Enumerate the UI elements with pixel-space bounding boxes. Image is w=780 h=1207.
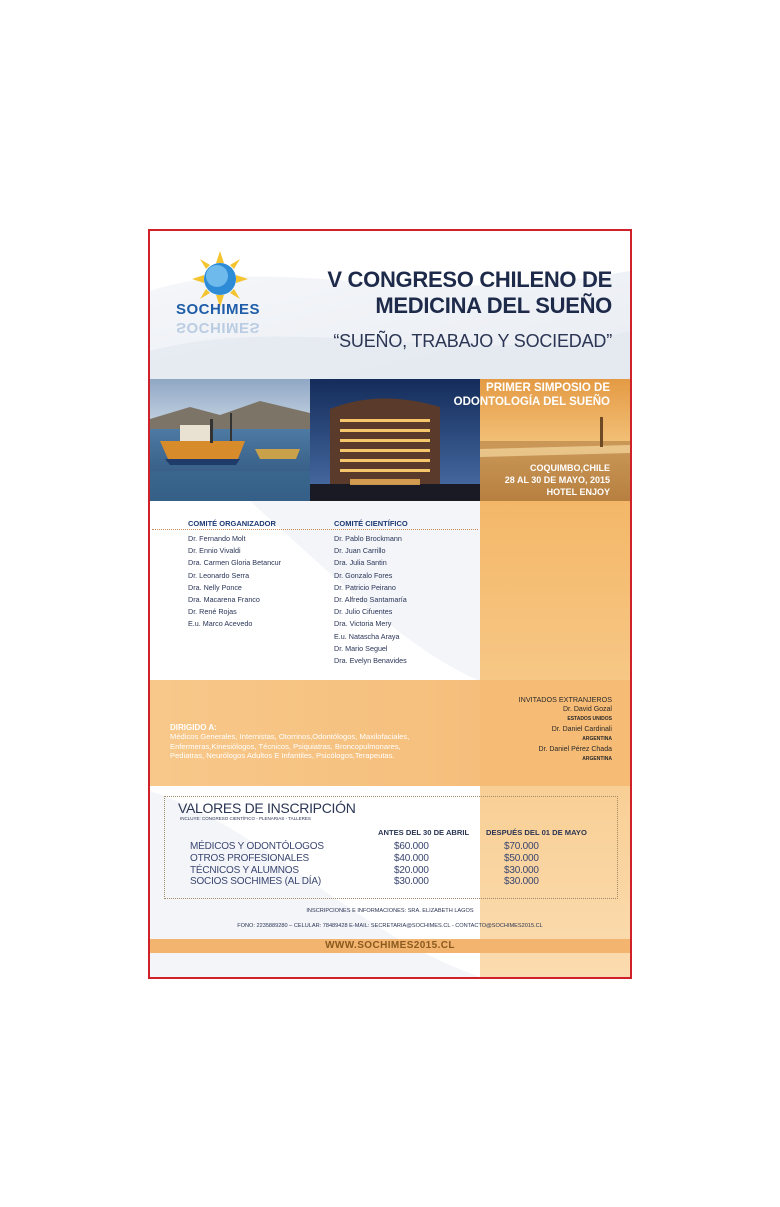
list-item: E.u. Marco Acevedo xyxy=(188,619,253,629)
list-item: Dr. Mario Seguel xyxy=(334,643,388,653)
venue-hotel: HOTEL ENJOY xyxy=(546,487,610,497)
audience-text: Médicos Generales, Internistas, Otorrinos,Odontólogos, Maxilofaciales, Enfermeras,Kinesiólogos, Técnicos, Psiquiatras, Broncopulmonares, Pediatras, Neurólogos Adultos E Infantiles, Psicólogos,Terapeutas. xyxy=(170,732,410,761)
list-item: Dr. René Rojas xyxy=(188,607,237,617)
fees-subheading: INCLUYE: CONGRESO CIENTÍFICO - PLENARIAS - TALLERES xyxy=(180,816,311,821)
fee-early: $20.000 xyxy=(394,865,429,876)
guest-country: ARGENTINA xyxy=(582,736,612,742)
foreign-guests xyxy=(519,695,612,764)
fees-column-late: DESPUÉS DEL 01 DE MAYO xyxy=(486,828,587,837)
logo-wordmark: SOCHIMES xyxy=(176,301,261,318)
fee-early: $60.000 xyxy=(394,841,429,852)
list-item: Dr. Alfredo Santamaría xyxy=(334,595,407,605)
audience-heading: DIRIGIDO A: xyxy=(170,723,217,732)
subtitle: “SUEÑO, TRABAJO Y SOCIEDAD” xyxy=(333,331,612,351)
organizing-committee-list xyxy=(188,533,281,631)
list-item: Dra. Victoria Mery xyxy=(334,619,392,629)
list-item: Dra. Carmen Gloria Betancur xyxy=(188,558,282,568)
fee-category: MÉDICOS Y ODONTÓLOGOS xyxy=(190,841,324,852)
guest-name: Dr. Daniel Cardinali xyxy=(551,726,612,733)
harbor-boats-photo xyxy=(150,379,310,501)
fee-early: $40.000 xyxy=(394,853,429,864)
list-item: Dra. Macarena Franco xyxy=(188,595,260,605)
fee-late: $70.000 xyxy=(504,841,539,852)
venue-dates: 28 AL 30 DE MAYO, 2015 xyxy=(504,475,610,485)
fee-category: SOCIOS SOCHIMES (AL DÍA) xyxy=(190,876,321,887)
guest-name: Dr. Daniel Pérez Chada xyxy=(538,746,612,753)
website-link[interactable]: WWW.SOCHIMES2015.CL xyxy=(325,940,455,951)
list-item: Dr. Pablo Brockmann xyxy=(334,534,402,543)
list-item: Dr. Ennio Vivaldi xyxy=(188,546,241,556)
guest-name: Dr. David Gozal xyxy=(562,706,612,713)
organizing-committee-heading: COMITÉ ORGANIZADOR xyxy=(188,519,276,528)
scientific-committee-list xyxy=(334,533,407,667)
fee-late: $30.000 xyxy=(504,876,539,887)
list-item: Dr. Leonardo Serra xyxy=(188,570,250,580)
list-item: Dr. Fernando Molt xyxy=(188,534,246,543)
list-item: Dr. Patricio Peirano xyxy=(334,582,396,592)
guest-country: ESTADOS UNIDOS xyxy=(567,716,612,722)
committee-divider xyxy=(152,529,478,530)
list-item: Dr. Juan Carrillo xyxy=(334,546,386,556)
simposio-title: PRIMER SIMPOSIO DE ODONTOLOGÍA DEL SUEÑO xyxy=(453,382,610,408)
title-line-1: V CONGRESO CHILENO DE xyxy=(327,267,612,292)
fee-late: $30.000 xyxy=(504,865,539,876)
fee-early: $30.000 xyxy=(394,876,429,887)
fee-late: $50.000 xyxy=(504,853,539,864)
logo-reflection: SOCHIMES xyxy=(176,319,261,336)
contact-line-2: FONO: 2235889280 – CELULAR: 78489428 E-MAIL: SECRETARIA@SOCHIMES.CL - CONTACTO@SOCHIMES2015.CL xyxy=(237,923,543,929)
scientific-committee-heading: COMITÉ CIENTÍFICO xyxy=(334,519,408,528)
foreign-guests-heading: INVITADOS EXTRANJEROS xyxy=(518,695,612,704)
fees-heading: VALORES DE INSCRIPCIÓN xyxy=(178,800,356,816)
fee-category: OTROS PROFESIONALES xyxy=(190,853,310,864)
list-item: Dr. Gonzalo Fores xyxy=(334,570,393,580)
list-item: E.u. Natascha Araya xyxy=(334,631,400,641)
fee-category: TÉCNICOS Y ALUMNOS xyxy=(190,865,299,876)
guest-country: ARGENTINA xyxy=(582,756,612,762)
list-item: Dra. Evelyn Benavides xyxy=(334,656,407,666)
list-item: Dr. Julio Cifuentes xyxy=(334,607,393,617)
contact-line-1: INSCRIPCIONES E INFORMACIONES: SRA. ELIZABETH LAGOS xyxy=(306,908,474,914)
venue-city: COQUIMBO,CHILE xyxy=(530,463,610,473)
title-line-2: MEDICINA DEL SUEÑO xyxy=(375,293,612,318)
fees-column-early: ANTES DEL 30 DE ABRIL xyxy=(378,828,470,837)
list-item: Dra. Nelly Ponce xyxy=(188,582,242,592)
list-item: Dra. Julia Santin xyxy=(334,558,387,568)
congress-poster xyxy=(148,229,632,979)
